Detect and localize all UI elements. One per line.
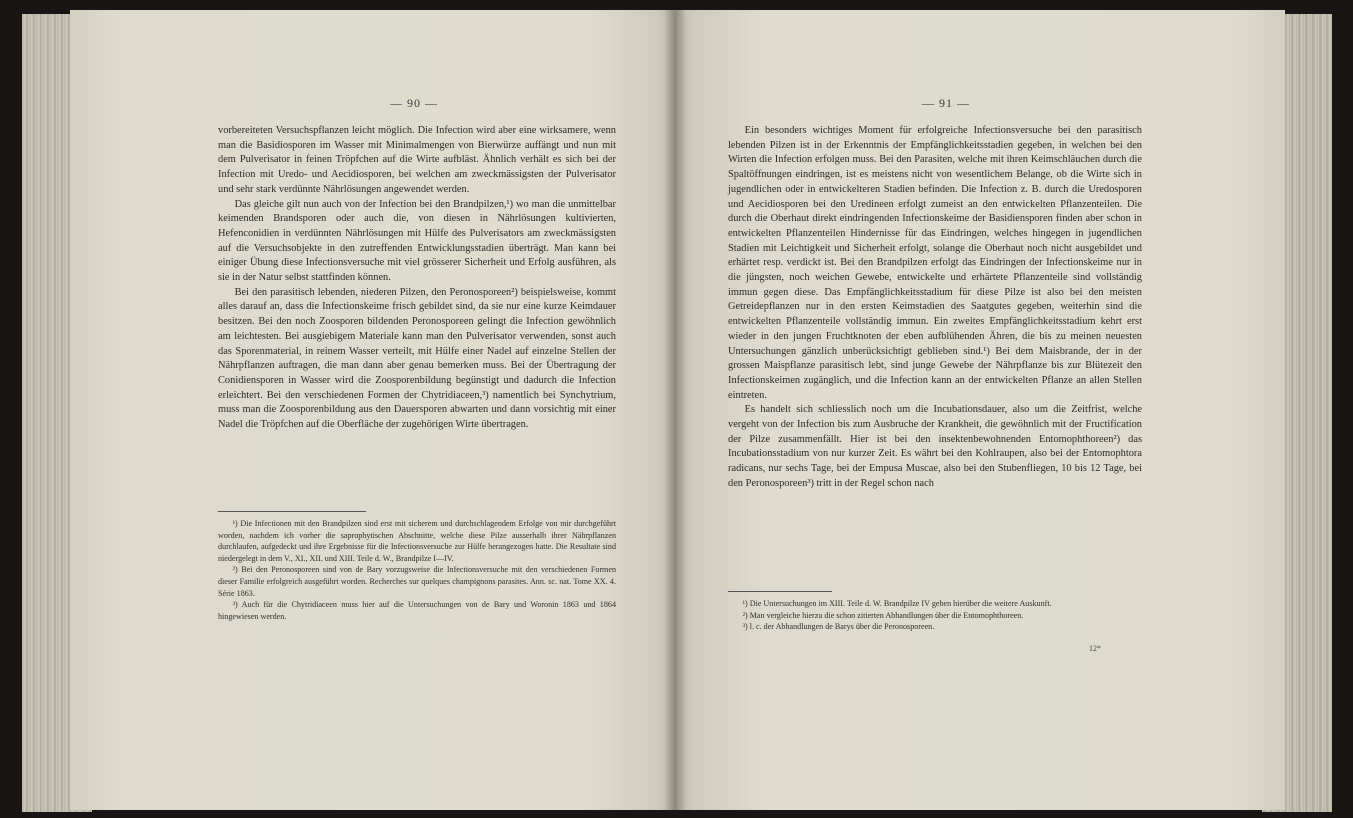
right-footnotes <box>728 598 1142 633</box>
right-footnote-3: ³) l. c. der Abhandlungen de Barys über die Peronosporeen. <box>742 622 935 632</box>
right-footnote-2: ²) Man vergleiche hierzu die schon zitierten Abhandlungen über die Entomophthoreen. <box>742 610 1024 620</box>
left-paragraph-3: Bei den parasitisch lebenden, niederen Pilzen, den Peronosporeen²) beispielsweise, kommt alles darauf an, dass die Infectionskeime frisch gebildet sind, da sie nur eine kurze Keimdauer besitzen. Bei den noch Zoosporen bildenden Peronosporeen gelingt die Infection gewöhnlich am leichtesten. Bei ausgiebigem Materiale kann man den Pulverisator verwenden, sonst auch das Sporenmaterial, in reinem Wasser verteilt, mit Hülfe einer Nadel auf einzelne Stellen der Nährpflanzen auftragen, die man dann aber genau bemerken muss. Bei der Übertragung der Conidiensporen in Wasser wird die Zoosporenbildung begünstigt und dadurch die Infection erleichtert. Bei den verschiedenen Formen der Chytridiaceen,³) namentlich bei Synchytrium, muss man die Zoosporenbildung aus den Dauersporen abwarten und dann vorsichtig mit einer Nadel die Tröpfchen auf die Oberfläche der zugehörigen Wirte übertragen. <box>218 286 616 431</box>
left-page-body <box>218 124 616 433</box>
left-footnote-3: ³) Auch für die Chytridiaceen muss hier auf die Untersuchungen von de Bary und Woronin 1863 und 1864 hingewiesen werden. <box>218 600 616 621</box>
left-page-number: — 90 — <box>390 96 438 110</box>
left-footnote-rule <box>218 511 366 512</box>
signature-mark: 12* <box>1089 644 1101 653</box>
right-page-number: — 91 — <box>922 96 970 110</box>
right-paragraph-2: Es handelt sich schliesslich noch um die Incubationsdauer, also um die Zeitfrist, welche vergeht von der Infection bis zum Ausbruche der Krankheit, die gewöhnlich mit der Fructification der Pilze zusammenfällt. Hier ist bei den insektenbewohnenden Entomophthoreen²) das Incubationsstadium von nur kurzer Zeit. Es währt bei den Kohlraupen, also bei der Entomophtora radicans, nur sechs Tage, bei der Empusa Muscae, also bei den Stubenfliegen, 10 bis 12 Tage, bei den Peronosporeen³) tritt in der Regel schon nach <box>728 404 1142 489</box>
left-footnotes <box>218 518 616 622</box>
right-page-body <box>728 124 1142 492</box>
left-paragraph-1: vorbereiteten Versuchspflanzen leicht möglich. Die Infection wird aber eine wirksamere, wenn man die Basidiosporen im Wasser mit Minimalmengen von Bierwürze auffängt und nun mit dem Pulverisator in feinen Tröpfchen auf die Wirte aufbläst. Ähnlich verhält es sich bei der Infection mit Uredo- und Aecidiosporen, bei welchen am zweckmässigsten der Pulverisator und sehr stark verdünnte Nährlösungen angewendet werden. <box>218 125 616 195</box>
right-footnote-1: ¹) Die Untersuchungen im XIII. Teile d. W. Brandpilze IV geben hierüber die weitere Auskunft. <box>742 599 1052 608</box>
left-paragraph-2: Das gleiche gilt nun auch von der Infection bei den Brandpilzen,¹) wo man die unmittelbar keimenden Brandsporen oder auch die, von diesen in Nährlösungen kultivierten, Hefenconidien in verdünnten Nährlösungen mit Hülfe des Pulverisators am zweckmässigsten auf die Versuchsobjekte in den zutreffenden Entwicklungsstadien überträgt. Man kann bei einiger Übung diese Infectionsversuche mit viel grösserer Sicherheit und Erfolg ausführen, als sie in der Natur selbst stattfinden können. <box>218 198 616 284</box>
left-footnote-2: ²) Bei den Peronosporeen sind von de Bary vorzugsweise die Infectionsversuche mit den verschiedenen Formen dieser Familie erfolgreich ausgeführt worden. Recherches sur quelques champignons parasites. Ann. sc. nat. Tome XX. 4. Série 1863. <box>218 565 616 598</box>
left-footnote-1: ¹) Die Infectionen mit den Brandpilzen sind erst mit sicherem und durchschlagendem Erfolge von mir durchgeführt worden, nachdem ich vorher die saprophytischen Abschnitte, welche diese Pilze ausserhalb ihrer Nährpflanzen durchlaufen, aufgedeckt und ihre Ergebnisse für die Infectionsversuche zur Hülfe herangezogen hatte. Die Resultate sind niedergelegt in dem V., XI., XII. und XIII. Teile d. W., Brandpilze I—IV. <box>218 519 616 563</box>
book-gutter <box>664 10 686 810</box>
right-footnote-rule <box>728 591 832 592</box>
right-paragraph-1: Ein besonders wichtiges Moment für erfolgreiche Infectionsversuche bei den parasitisch lebenden Pilzen ist in der Erkenntnis der Empfänglichkeitsstadien gegeben, in welchen bei den Wirten die Infection erfolgen muss. Bei den Parasiten, welche mit ihren Keimschläuchen durch die Spaltöffnungen eindringen, ist es meistens nicht von wesentlichem Belange, ob die Wirte sich in jugendlichen oder in entwickelteren Stadien befinden. Die Infection z. B. durch die Uredosporen und Aecidiosporen bei den Uredineen erfolgt zumeist an den entwickelten Pflanzenteilen. Die durch die Oberhaut direkt eindringenden Infectionskeime der Basidiensporen finden aber schon in entwickelten Pflanzenteilen Hindernisse für das Eindringen, welches hingegen in jugendlichen Stadien mit Leichtigkeit und Sicherheit erfolgt, solange die Oberhaut noch nicht ausgebildet und erhärtet resp. verdickt ist. Bei den Brandpilzen erfolgt das Eindringen der Infectionskeime nur in die jüngsten, noch weichen Gewebe, entwickelte und erhärtete Pflanzenteile sind vollständig immun gegen diese. Das Empfänglichkeitsstadium für diese Pilze ist also bei den meisten Getreidepflanzen nur in den ersten Keimstadien des Saatgutes gegeben, weiterhin sind die entwickelten Pflanzenteile vollständig immun. Ein zweites Empfänglichkeitsstadium kehrt erst wieder in den jungen Fruchtknoten der eben aufblühenden Ähren, die bis zu meinen neuesten Untersuchungen gänzlich unberücksichtigt geblieben sind.¹) Bei dem Maisbrande, der in der grossen Maispflanze parasitisch lebt, sind junge Gewebe der Nährpflanze bis zur Blütezeit den Infectionskeimen zugänglich, und die Infection kann an der entwickelten Pflanze an allen Stellen eintreten. <box>728 125 1142 401</box>
